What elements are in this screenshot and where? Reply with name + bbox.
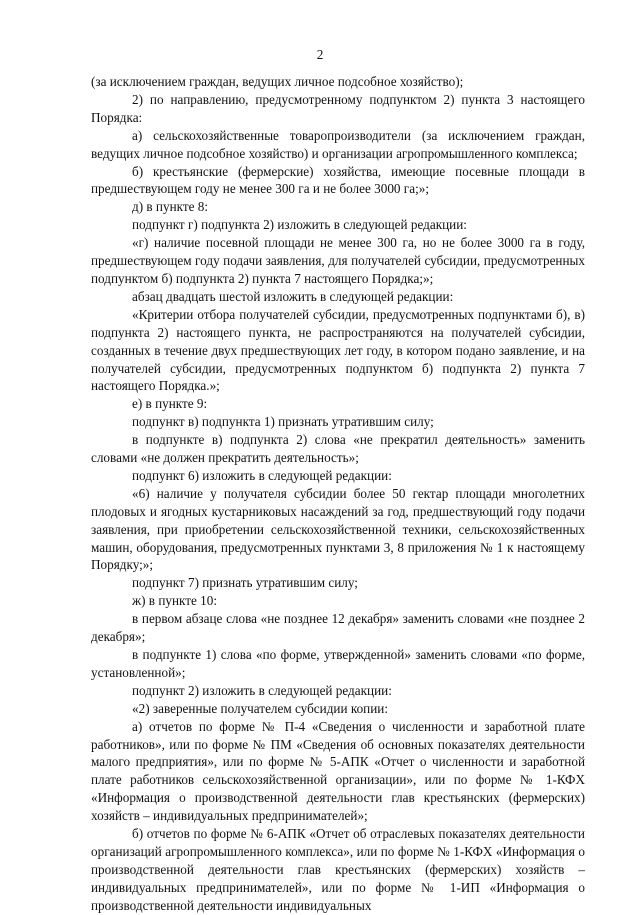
paragraph-18: в подпункте 1) слова «по форме, утвержденной» заменить словами «по форме, установленной»; [91, 647, 585, 680]
paragraph-8: абзац двадцать шестой изложить в следующей редакции: [132, 288, 454, 304]
paragraph-3: а) сельскохозяйственные товаропроизводители (за исключением граждан, ведущих личное подсобное хозяйство) и организации агропромышленного комплекса; [91, 127, 585, 161]
paragraph-22: б) отчетов по форме № 6-АПК «Отчет об отраслевых показателях деятельности организаций агропромышленного комплекса», или по форме № 1-КФХ «Информация о производственной деятельности глав крестьянских (фермерских) хозяйств – индивидуальных предпринимателей», или по форме № 1-ИП «Информация о производственной деятельности индивидуальных [91, 826, 585, 913]
paragraph-21: а) отчетов по форме № П-4 «Сведения о численности и заработной плате работников», или по форме № ПМ «Сведения об основных показателях деятельности малого предприятия», или по форме № 5-АПК «Отчет о численности и заработной плате работников сельскохозяйственной организации», или по форме № 1-КФХ «Информация о производственной деятельности глав крестьянских (фермерских) хозяйств – индивидуальных предпринимателей»; [91, 718, 585, 824]
page-number: 2 [316, 47, 324, 62]
paragraph-9: «Критерии отбора получателей субсидии, предусмотренных подпунктами б), в) подпункта 2) настоящего пункта, не распространяются на получателей субсидии, созданных в течение двух предшествующих лет году, в котором подано заявление, и на получателей субсидии, предусмотренных подпунктом б) подпункта 2) пункта 7 настоящего Порядка.»; [91, 306, 585, 394]
paragraph-6: подпункт г) подпункта 2) изложить в следующей редакции: [132, 217, 467, 233]
paragraph-4: б) крестьянские (фермерские) хозяйства, имеющие посевные площади в предшествующем году не менее 300 га и не более 3000 га;»; [91, 163, 585, 197]
paragraph-11: подпункт в) подпункта 1) признать утратившим силу; [132, 414, 434, 430]
paragraph-2: 2) по направлению, предусмотренному подпунктом 2) пункта 3 настоящего Порядка: [91, 91, 585, 125]
paragraph-1: (за исключением граждан, ведущих личное подсобное хозяйство); [91, 74, 464, 89]
paragraph-20: «2) заверенные получателем субсидии копии: [132, 700, 389, 716]
paragraph-10: е) в пункте 9: [132, 396, 208, 412]
paragraph-17: в первом абзаце слова «не позднее 12 декабря» заменить словами «не позднее 2 декабря»; [91, 611, 585, 645]
paragraph-5: д) в пункте 8: [132, 199, 209, 215]
paragraph-12: в подпункте в) подпункта 2) слова «не прекратил деятельность» заменить словами «не должен прекратить деятельность»; [91, 432, 585, 466]
paragraph-7: «г) наличие посевной площади не менее 300 га, но не более 3000 га в году, предшествующем году подачи заявления, для получателей субсидии, предусмотренных подпунктом б) подпункта 2) пункта 7 настоящего Порядка;»; [91, 235, 585, 286]
paragraph-16: ж) в пункте 10: [132, 593, 218, 609]
paragraph-15: подпункт 7) признать утратившим силу; [132, 575, 358, 591]
paragraph-19: подпункт 2) изложить в следующей редакции: [132, 682, 392, 698]
paragraph-13: подпункт 6) изложить в следующей редакции: [132, 467, 392, 483]
document-body [91, 73, 585, 915]
paragraph-14: «6) наличие у получателя субсидии более 50 гектар площади многолетних плодовых и ягодных кустарниковых насаждений за год, предшествующий году подачи заявления, при приобретении сельскохозяйственной техники, сельскохозяйственных машин, оборудования, предусмотренных пунктами 3, 8 приложения № 1 к настоящему Порядку;»; [91, 485, 585, 573]
